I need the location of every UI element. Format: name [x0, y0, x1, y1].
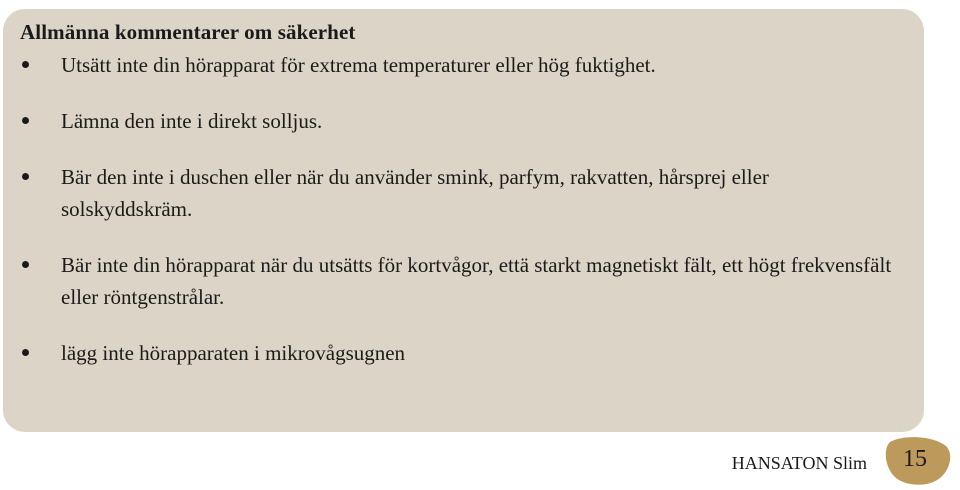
page-footer — [0, 436, 960, 490]
section-heading: Allmänna kommentarer om säkerhet — [20, 20, 356, 44]
list-item — [20, 49, 904, 81]
list-item-text: Lämna den inte i direkt solljus. — [61, 109, 323, 133]
list-item-text: lägg inte hörapparaten i mikrovågsugnen — [61, 341, 406, 365]
list-item — [20, 105, 904, 137]
brand-name: HANSATON Slim — [731, 453, 867, 473]
list-item — [20, 249, 904, 313]
list-item — [20, 161, 904, 225]
list-item-text: Bär den inte i duschen eller när du använder smink, parfym, rakvatten, hårsprej eller solskyddskräm. — [61, 165, 769, 221]
page-number: 15 — [903, 446, 927, 472]
safety-bullet-list — [20, 49, 904, 369]
bullet-icon — [22, 173, 29, 180]
safety-info-panel — [3, 9, 924, 432]
bullet-icon — [22, 261, 29, 268]
list-item-text: Utsätt inte din hörapparat för extrema temperaturer eller hög fuktighet. — [61, 53, 656, 77]
bullet-icon — [22, 349, 29, 356]
list-item-text: Bär inte din hörapparat när du utsätts för kortvågor, että starkt magnetiskt fält, ett högt frekvensfält eller röntgenstrålar. — [61, 253, 892, 309]
bullet-icon — [22, 61, 29, 68]
bullet-icon — [22, 117, 29, 124]
list-item — [20, 337, 904, 369]
